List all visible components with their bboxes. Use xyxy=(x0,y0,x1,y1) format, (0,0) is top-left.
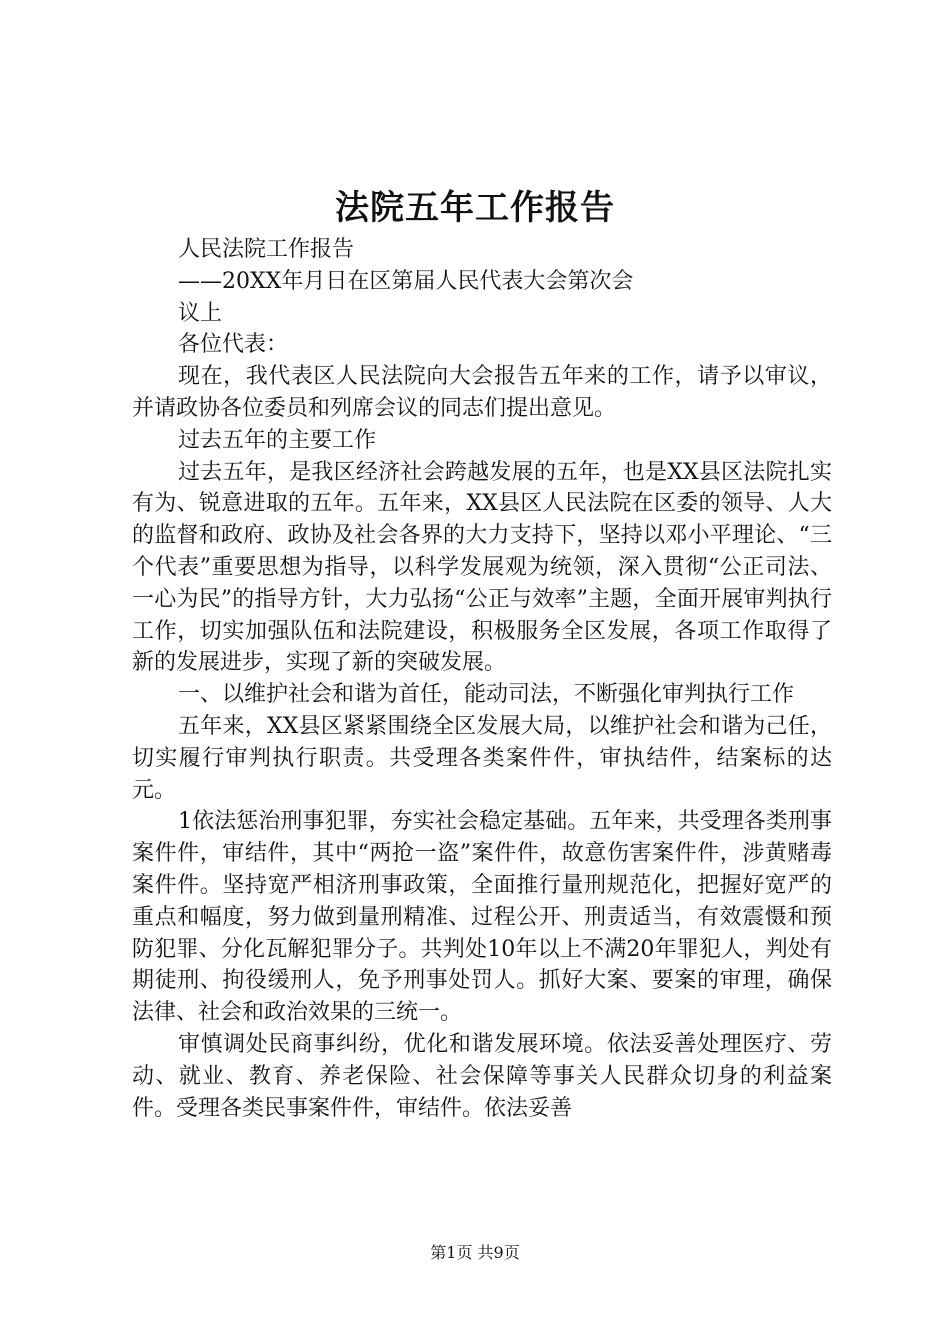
document-body xyxy=(132,234,832,1124)
paragraph: 议上 xyxy=(178,300,223,326)
paragraph: 审慎调处民商事纠纷，优化和谐发展环境。依法妥善处理医疗、劳动、就业、教育、养老保险、社会保障等事关人民群众切身的利益案件。受理各类民事案件件，审结件。依法妥善 xyxy=(132,1031,832,1121)
paragraph: 人民法院工作报告 xyxy=(178,237,355,262)
section-heading: 一、以维护社会和谐为首任，能动司法，不断强化审判执行工作 xyxy=(178,682,795,708)
paragraph: 过去五年，是我区经济社会跨越发展的五年，也是XX县区法院扎实有为、锐意进取的五年。五年来，XX县区人民法院在区委的领导、人大的监督和政府、政协及社会各界的大力支持下，坚持以邓小平理论、“三个代表”重要思想为指导，以科学发展观为统领，深入贯彻“公正司法、一心为民”的指导方针，大力弘扬“公正与效率”主题，全面开展审判执行工作，切实加强队伍和法院建设，积极服务全区发展，各项工作取得了新的发展进步，实现了新的突破发展。 xyxy=(132,459,832,676)
section-heading: 过去五年的主要工作 xyxy=(178,427,377,453)
paragraph: 各位代表： xyxy=(178,332,289,358)
paragraph: 五年来，XX县区紧紧围绕全区发展大局，以维护社会和谐为己任，切实履行审判执行职责。共受理各类案件件，审执结件，结案标的达元。 xyxy=(132,713,832,803)
page-title: 法院五年工作报告 xyxy=(335,188,615,228)
paragraph: ——20XX年月日在区第届人民代表大会第次会 xyxy=(178,268,634,294)
page-footer: 第1页 共9页 xyxy=(430,1243,520,1262)
paragraph: 1依法惩治刑事犯罪，夯实社会稳定基础。五年来，共受理各类刑事案件件，审结件，其中“两抢一盗”案件件，故意伤害案件件，涉黄赌毒案件件。坚持宽严相济刑事政策，全面推行量刑规范化，把握好宽严的重点和幅度，努力做到量刑精准、过程公开、刑责适当，有效震慑和预防犯罪、分化瓦解犯罪分子。共判处10年以上不满20年罪犯人，判处有期徒刑、拘役缓刑人，免予刑事处罚人。抓好大案、要案的审理，确保法律、社会和政治效果的三统一。 xyxy=(132,809,832,1026)
paragraph: 现在，我代表区人民法院向大会报告五年来的工作，请予以审议，并请政协各位委员和列席会议的同志们提出意见。 xyxy=(132,364,832,421)
